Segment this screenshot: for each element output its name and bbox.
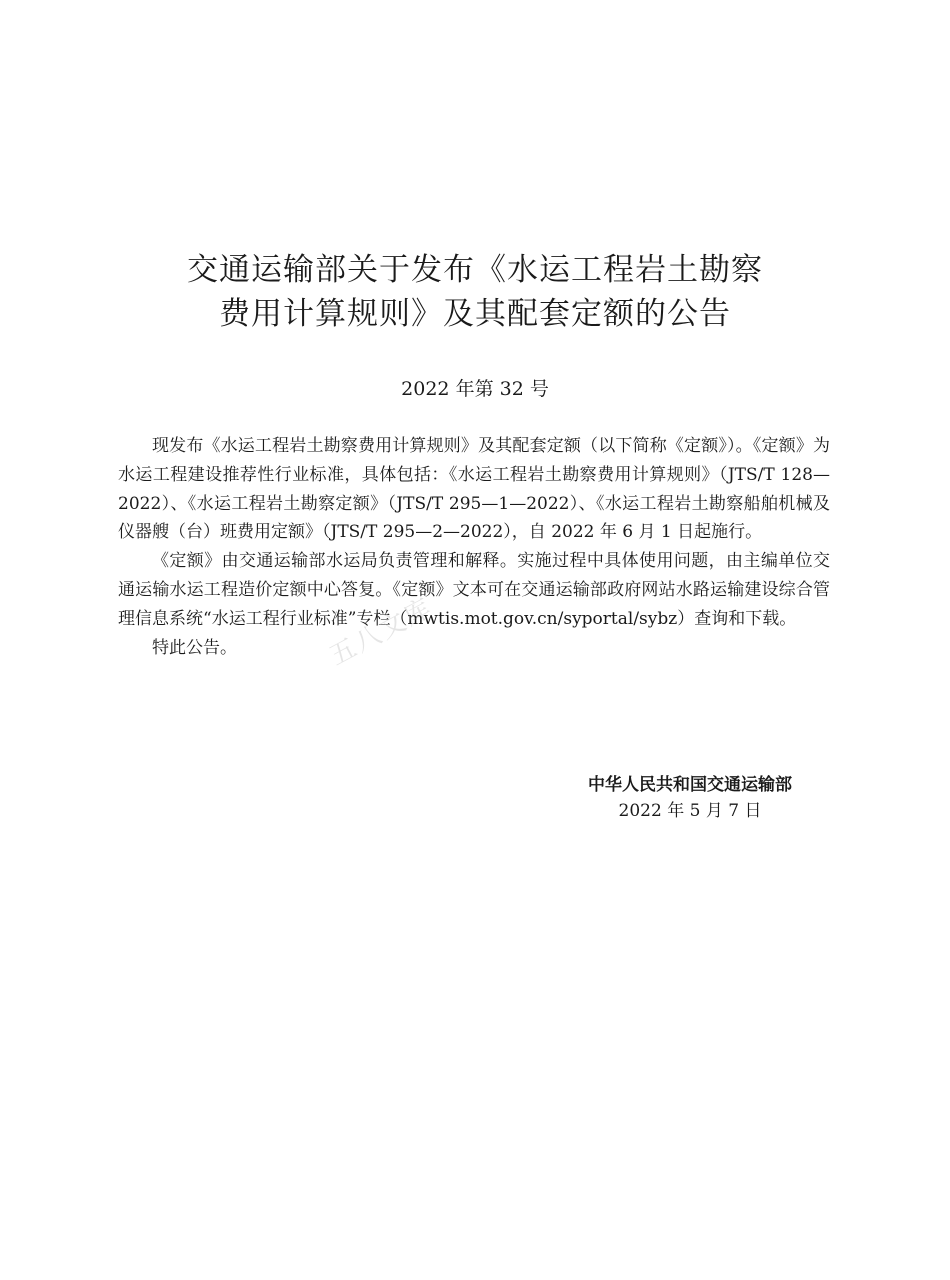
paragraph-1: 现发布《水运工程岩土勘察费用计算规则》及其配套定额（以下简称《定额》）。《定额》为水运工程建设推荐性行业标准，具体包括：《水运工程岩土勘察费用计算规则》（JTS/T 128—2022）、《水运工程岩土勘察定额》（JTS/T 295—1—2022）、《水运工程岩土勘察船舶机械及仪器艘（台）班费用定额》（JTS/T 295—2—2022），自 2022 年 6 月 1 日起施行。 xyxy=(118,436,830,543)
signing-organization: 中华人民共和国交通运输部 xyxy=(588,775,792,795)
signing-date: 2022 年 5 月 7 日 xyxy=(618,801,762,821)
title-line-1: 交通运输部关于发布《水运工程岩土勘察 xyxy=(187,252,763,288)
paragraph-3: 特此公告。 xyxy=(152,637,237,658)
document-title xyxy=(0,248,950,336)
watermark: 五八文库 xyxy=(324,592,438,672)
document-body xyxy=(118,432,830,662)
signature-block xyxy=(540,772,840,824)
paragraph-2: 《定额》由交通运输部水运局负责管理和解释。实施过程中具体使用问题，由主编单位交通运输水运工程造价定额中心答复。《定额》文本可在交通运输部政府网站水路运输建设综合管理信息系统“水运工程行业标准”专栏（mwtis.mot.gov.cn/syportal/sybz）查询和下载。 xyxy=(118,551,830,629)
document-number: 2022 年第 32 号 xyxy=(401,378,549,400)
title-line-2: 费用计算规则》及其配套定额的公告 xyxy=(219,296,731,332)
